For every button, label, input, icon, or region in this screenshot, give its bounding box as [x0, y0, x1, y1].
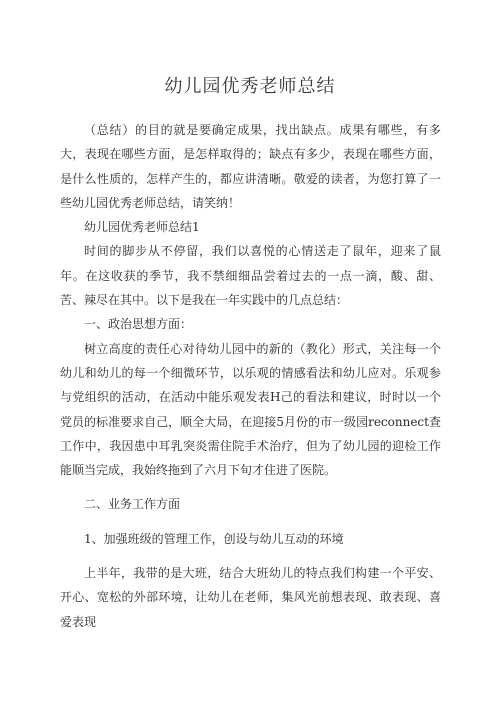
section-heading-business: 二、业务工作方面 — [84, 497, 181, 512]
intro-paragraph: （总结）的目的就是要确定成果，找出缺点。成果有哪些，有多大，表现在哪些方面，是怎样取得的；缺点有多少，表现在哪些方面，是什么性质的，怎样产生的，都应讲清晰。敬爱的读者，为您打算了一些幼儿园优秀老师总结，请笑纳！ — [60, 123, 441, 210]
document-body — [60, 118, 441, 634]
document-title: 幼儿园优秀老师总结 — [164, 76, 336, 97]
section-heading-politics: 一、政治思想方面： — [84, 317, 193, 332]
body-paragraph: 时间的脚步从不停留，我们以喜悦的心情送走了鼠年，迎来了鼠年。在这收获的季节，我不禁细细品尝着过去的一点一滴，酸、甜、苦、辣尽在其中。以下是我在一年实践中的几点总结： — [60, 244, 441, 308]
body-paragraph: 树立高度的责任心对待幼儿园中的新的（教化）形式，关注每一个幼儿和幼儿的每一个细微环节，以乐观的情感看法和幼儿应对。乐观参与党组织的活动，在活动中能乐观发表H己的看法和建议，时时以一个党员的标准要求自己，顺全大局，在迎接5月份的市一级园reconnect查工作中，我因患中耳乳突炎需住院手术治疗，但为了幼儿园的迎检工作能顺当完成，我始终拖到了六月下旬才住进了医院。 — [60, 341, 441, 478]
subsection-heading-class-management: 1、加强班级的管理工作，创设与幼儿互动的环境 — [84, 531, 344, 546]
body-paragraph: 上半年，我带的是大班，结合大班幼儿的特点我们构建一个平安、开心、宽松的外部环境，让幼儿在老师，集风光前想表现、敢表现、喜爱表现 — [60, 566, 441, 629]
section-heading-summary-1: 幼儿园优秀老师总结1 — [84, 220, 200, 235]
